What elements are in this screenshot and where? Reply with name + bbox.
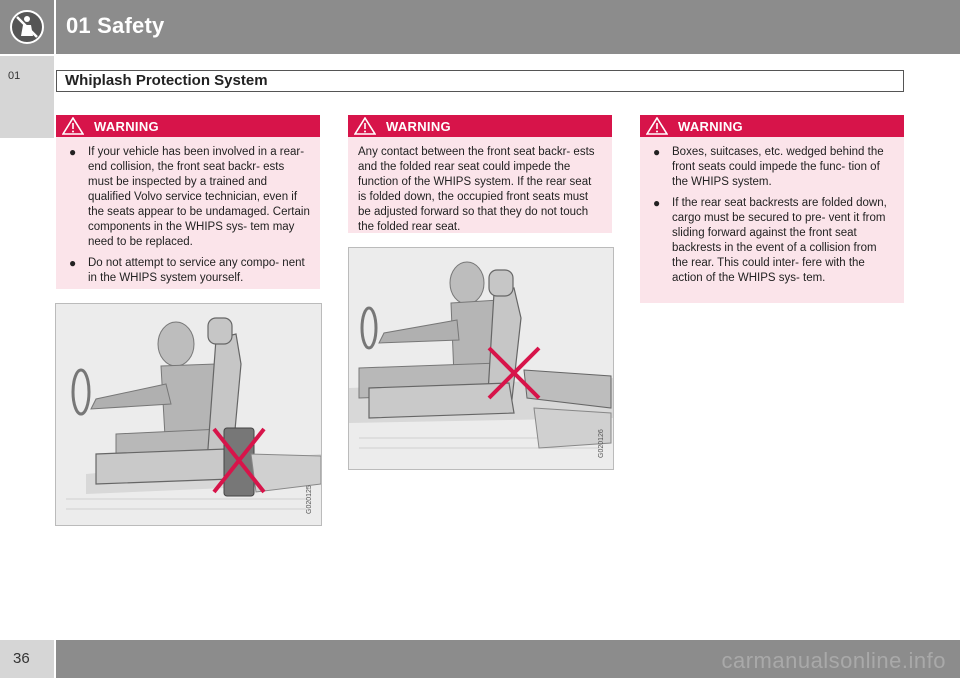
folded-rear-seat-illustration — [349, 248, 613, 469]
warning-bullets — [66, 145, 310, 286]
side-tab — [0, 56, 54, 138]
bullet-icon: ● — [69, 256, 77, 270]
warning-body — [56, 137, 320, 294]
section-heading-box — [56, 70, 904, 92]
seat-illustration-1 — [55, 303, 322, 526]
illustration-code: G020126 — [598, 429, 605, 458]
warning-title: WARNING — [386, 118, 451, 134]
section-title: Whiplash Protection System — [65, 72, 268, 89]
chapter-icon-box — [0, 0, 54, 54]
warning-title: WARNING — [94, 118, 159, 134]
warning-bullets — [650, 145, 894, 286]
warning-header — [56, 115, 320, 137]
warning-triangle-icon — [62, 117, 84, 135]
warning-triangle-icon — [646, 117, 668, 135]
warning-box-3 — [640, 115, 904, 303]
seatbelt-warning-icon — [9, 9, 45, 45]
page-number: 36 — [13, 650, 30, 667]
illustration-code: G020125 — [306, 485, 313, 514]
side-tab-number: 01 — [8, 70, 21, 82]
warning-bullet: ● If the rear seat backrests are folded down, cargo must be secured to pre- vent it from sliding forward against the front seat backrests in the event of a collision from the rear. This could inter- fere with the action of the WHIPS sys- tem. — [653, 196, 887, 284]
warning-title: WARNING — [678, 118, 743, 134]
warning-triangle-icon — [354, 117, 376, 135]
chapter-title: 01 Safety — [66, 13, 165, 38]
seat-illustration-2 — [348, 247, 614, 470]
driver-seat-obstruction-illustration — [56, 304, 321, 525]
warning-header — [640, 115, 904, 137]
bullet-icon: ● — [653, 145, 661, 159]
bullet-icon: ● — [653, 196, 661, 210]
page-number-box — [0, 640, 54, 678]
warning-header — [348, 115, 612, 137]
warning-box-2 — [348, 115, 612, 233]
warning-box-1 — [56, 115, 320, 289]
watermark: carmanualsonline.info — [721, 648, 946, 673]
header-bar — [56, 0, 960, 54]
warning-body — [640, 137, 904, 294]
warning-bullet: ● Do not attempt to service any compo- nent in the WHIPS system yourself. — [69, 256, 305, 284]
footer-bar — [56, 640, 960, 678]
warning-bullet: ● Boxes, suitcases, etc. wedged behind the front seats could impede the func- tion of the WHIPS system. — [653, 145, 884, 188]
bullet-icon: ● — [69, 145, 77, 159]
warning-bullet: ● If your vehicle has been involved in a rear-end collision, the front seat backr- ests must be inspected by a trained and qualified Volvo service technician, even if the seats appear to be undamaged. Certain components in the WHIPS sys- tem may need to be replaced. — [69, 145, 310, 248]
warning-body: Any contact between the front seat backr- ests and the folded rear seat could impede the function of the WHIPS system. If the rear seat is folded down, the occupied front seats must be adjusted forward so that they do not touch the folded rear seat. — [358, 146, 595, 233]
